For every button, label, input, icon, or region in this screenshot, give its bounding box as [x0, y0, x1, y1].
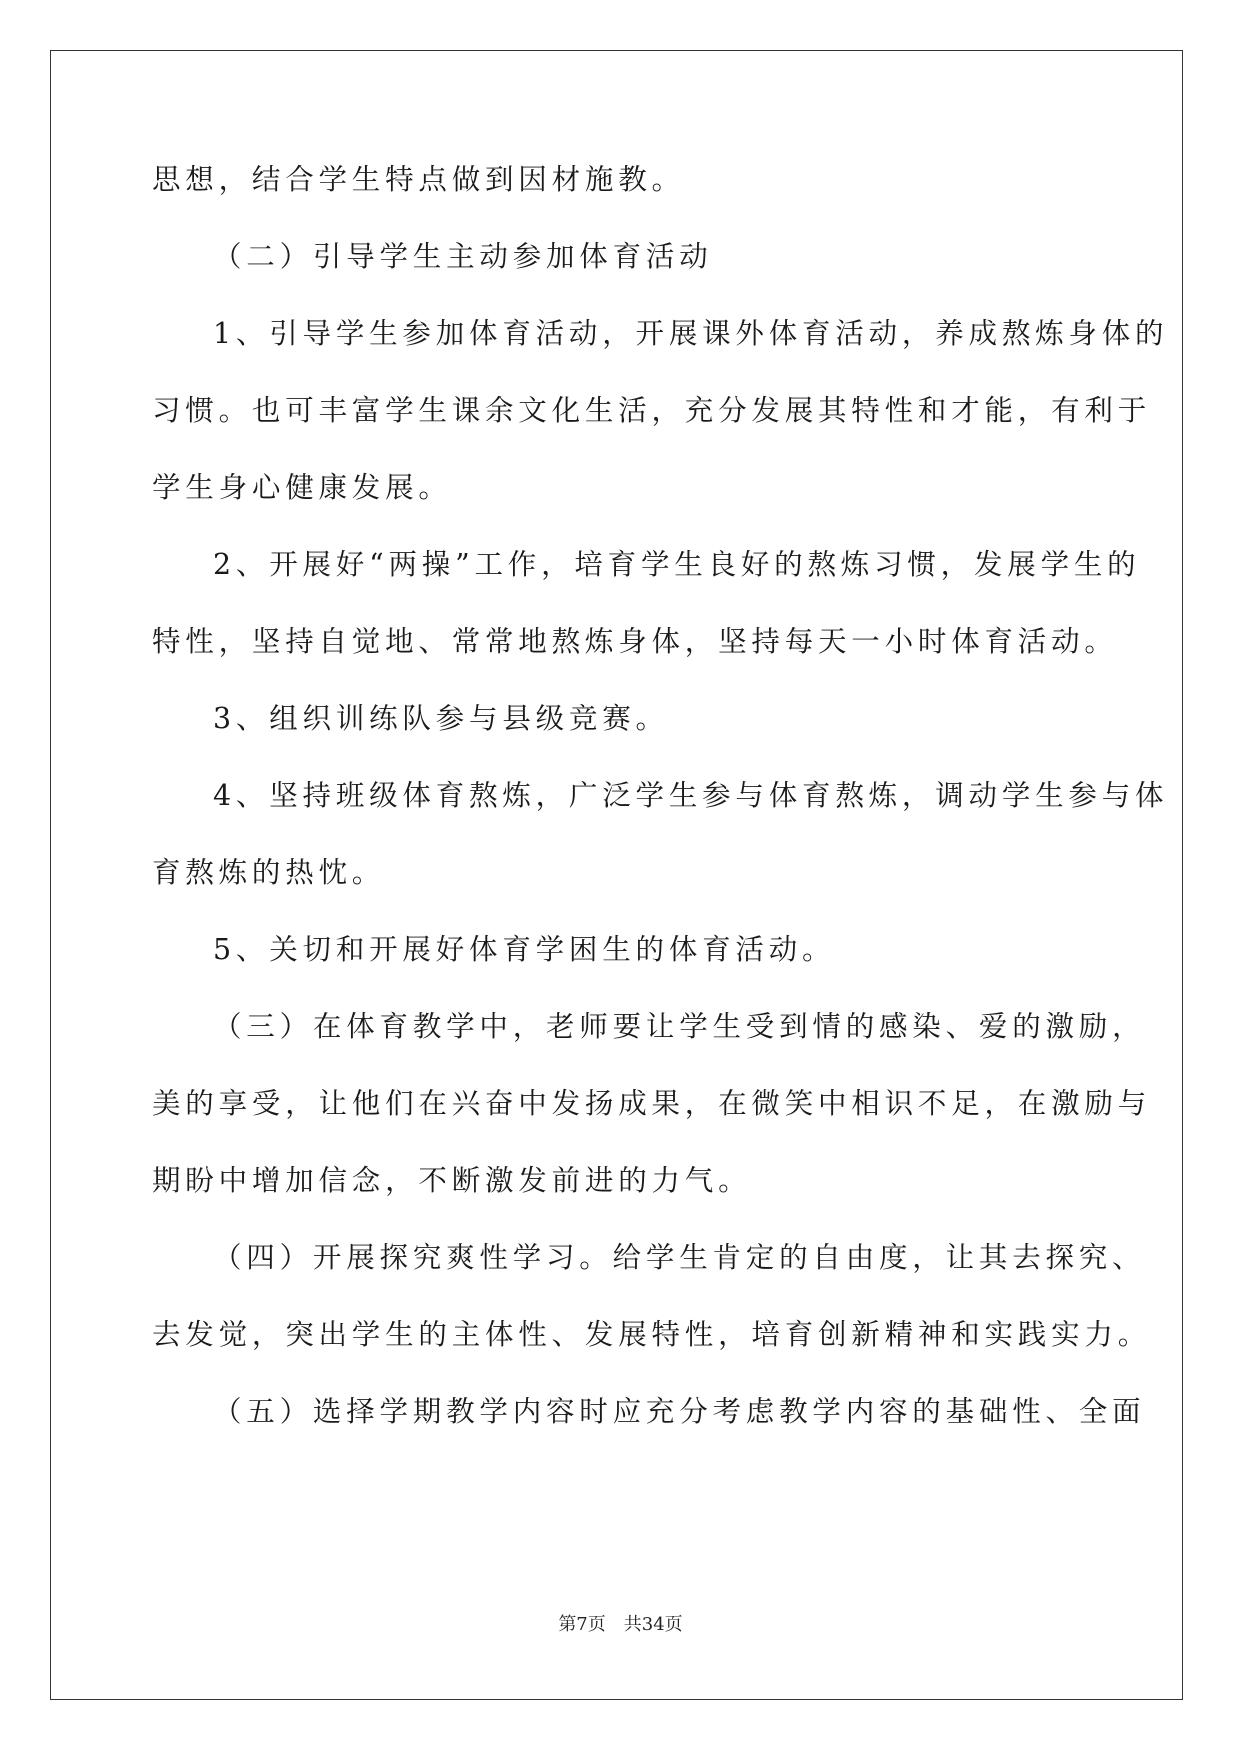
section-heading: （四）开展探究爽性学习。给学生肯定的自由度，让其去探究、 [213, 1241, 1146, 1274]
text-line: 育熬炼的热忱。 [152, 856, 386, 889]
text-line: 期盼中增加信念，不断激发前进的力气。 [152, 1164, 752, 1197]
section-heading: （三）在体育教学中，老师要让学生受到情的感染、爱的激励， [213, 1010, 1146, 1043]
page-total: 共34页 [623, 1614, 683, 1635]
text-line: 1、引导学生参加体育活动，开展课外体育活动，养成熬炼身体的 [213, 317, 1169, 350]
text-line: 思想，结合学生特点做到因材施教。 [152, 163, 685, 196]
text-line: 3、组织训练队参与县级竞赛。 [213, 702, 669, 735]
text-line: 学生身心健康发展。 [152, 471, 452, 504]
page-footer [0, 1614, 1241, 1636]
text-line: 2、开展好“两操”工作，培育学生良好的熬炼习惯，发展学生的 [213, 548, 1141, 581]
text-line: 去发觉，突出学生的主体性、发展特性，培育创新精神和实践实力。 [152, 1318, 1152, 1351]
page-number: 第7页 [558, 1614, 606, 1635]
text-line: 特性，坚持自觉地、常常地熬炼身体，坚持每天一小时体育活动。 [152, 625, 1118, 658]
section-heading: （五）选择学期教学内容时应充分考虑教学内容的基础性、全面 [213, 1395, 1146, 1428]
section-heading: （二）引导学生主动参加体育活动 [213, 240, 713, 273]
text-line: 5、关切和开展好体育学困生的体育活动。 [213, 933, 836, 966]
text-line: 习惯。也可丰富学生课余文化生活，充分发展其特性和才能，有利于 [152, 394, 1152, 427]
text-line: 4、坚持班级体育熬炼，广泛学生参与体育熬炼，调动学生参与体 [213, 779, 1169, 812]
text-line: 美的享受，让他们在兴奋中发扬成果，在微笑中相识不足，在激励与 [152, 1087, 1152, 1120]
